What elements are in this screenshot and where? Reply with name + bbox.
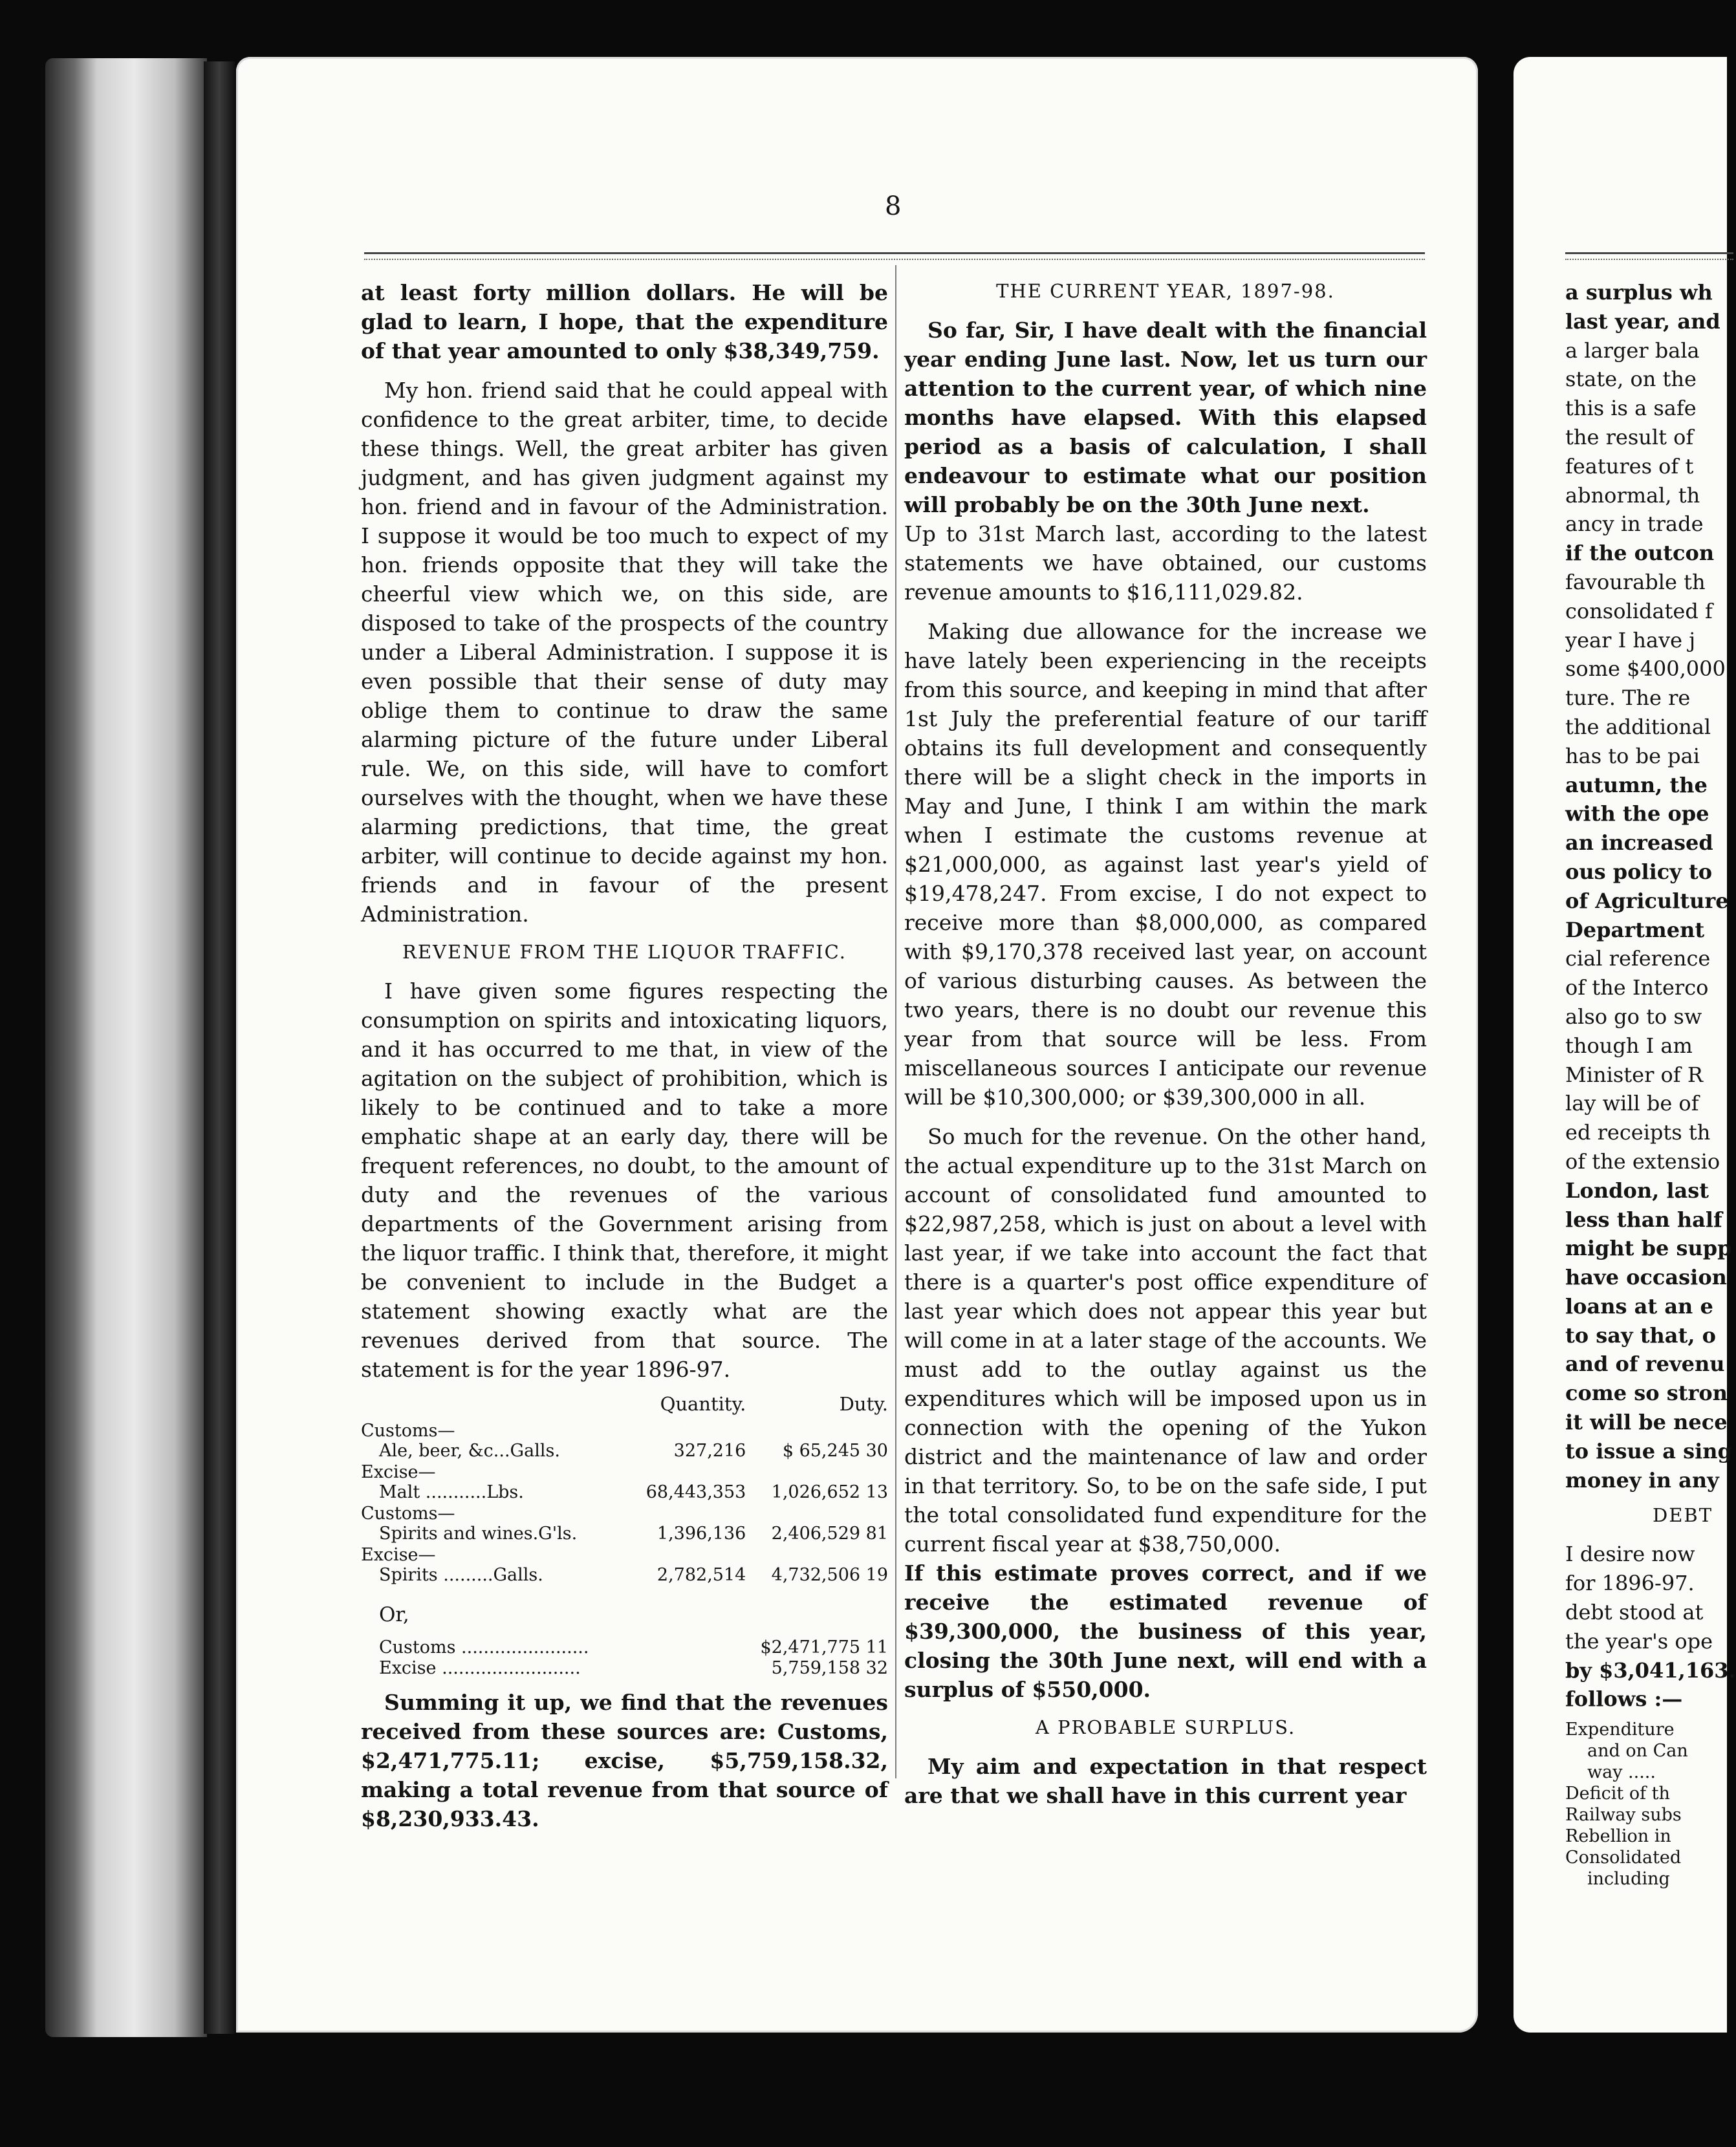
- text-line: a larger bala: [1565, 338, 1700, 363]
- text-line: Railway subs: [1565, 1805, 1682, 1826]
- section-heading-current-year: THE CURRENT YEAR, 1897-98.: [996, 280, 1335, 302]
- header-rule: [364, 252, 1425, 254]
- paragraph: So much for the revenue. On the other hand, the actual expenditure up to the 31st March on account of consolidated fund amounted to $22,987,258, which is just on about a level with last year, if we take into account the fact that there is a quarter's post office expenditure of last year which does not appear this year but will come in at a later stage of the accounts. We must add to the outlay against us the expenditures which will be imposed upon us in connection with the opening of the Yukon district and the maintenance of law and order in that territory. So, to be on the safe side, I put the total consolidated fund expenditure for the current fiscal year at $38,750,000.: [904, 1124, 1427, 1557]
- text-line: consolidated f: [1565, 598, 1713, 623]
- summary-value: 5,759,158 32: [771, 1658, 888, 1678]
- table-quantity: 68,443,353: [646, 1482, 746, 1502]
- table-row: [361, 1482, 888, 1502]
- text-line: for 1896-97.: [1565, 1571, 1695, 1596]
- text-line: features of t: [1565, 453, 1694, 479]
- summary-label: Customs .......................: [379, 1637, 589, 1657]
- text-line: Deficit of th: [1565, 1784, 1670, 1804]
- text-line: to issue a sing: [1565, 1438, 1732, 1463]
- column-divider: [895, 265, 896, 1778]
- text-line: loans at an e: [1565, 1293, 1713, 1319]
- text-line: also go to sw: [1565, 1004, 1702, 1029]
- table-category: Customs—: [361, 1504, 455, 1524]
- left-column: [361, 278, 888, 1844]
- text-line: cial reference: [1565, 946, 1711, 971]
- text-line: some $400,000: [1565, 656, 1726, 682]
- section-heading-debt: DEBT: [1653, 1504, 1713, 1527]
- table-duty: 2,406,529 81: [771, 1524, 888, 1544]
- text-line: Department: [1565, 917, 1705, 942]
- table-category: Excise—: [361, 1462, 436, 1482]
- column-header-quantity: Quantity.: [660, 1393, 746, 1415]
- text-line: might be supp: [1565, 1236, 1732, 1261]
- table-row: [361, 1565, 888, 1585]
- paragraph: My aim and expectation in that respect are that we shall have in this current year: [904, 1754, 1427, 1808]
- text-line: have occasion: [1565, 1265, 1727, 1290]
- paragraph: So far, Sir, I have dealt with the financial year ending June last. Now, let us turn our attention to the current year, of which nine months have elapsed. With this elapsed period as a basis of calculation, I shall endeavour to estimate what our position will probably be on the 30th June next.: [904, 318, 1427, 517]
- text-line: London, last: [1565, 1178, 1709, 1203]
- text-line: if the outcon: [1565, 541, 1715, 566]
- text-line: of Agriculture: [1565, 888, 1729, 913]
- text-line: and of revenu: [1565, 1352, 1725, 1377]
- table-row: [361, 1441, 888, 1461]
- text-line: ancy in trade: [1565, 512, 1704, 537]
- text-line: ture. The re: [1565, 685, 1691, 711]
- text-line: debt stood at: [1565, 1600, 1704, 1625]
- page-number: 8: [885, 191, 902, 221]
- paragraph: My hon. friend said that he could appeal with confidence to the great arbiter, time, to decide these things. Well, the great arbiter has given judgment, and has given judgment against my hon. friend and in favour of the Administration. I suppose it would be too much to expect of my hon. friends opposite that they will take the cheerful view which we, on this side, are disposed to take of the prospects of the country under a Liberal Administration. I suppose it is even possible that their sense of duty may oblige them to continue to draw the same alarming picture of the future under Liberal rule. We, on this side, will have to comfort ourselves with the thought, when we have these alarming predictions, that time, the great arbiter, will continue to decide against my hon. friends and in favour of the present Administration.: [361, 378, 888, 927]
- table-quantity: 2,782,514: [656, 1565, 746, 1585]
- text-line: way .....: [1587, 1762, 1656, 1783]
- paragraph: I have given some figures respecting the consumption on spirits and intoxicating liquors, and it has occurred to me that, in view of the agitation on the subject of prohibition, which is likely to be continued and to take a more emphatic shape at an early day, there will be frequent references, no doubt, to the amount of duty and the revenues of the various departments of the Government arising from the liquor traffic. I think that, therefore, it might be convenient to include in the Budget a statement showing exactly what are the revenues derived from that source. The statement is for the year 1896-97.: [361, 978, 888, 1382]
- text-line: a surplus wh: [1565, 280, 1713, 305]
- text-line: by $3,041,163.: [1565, 1657, 1736, 1683]
- section-heading-liquor: REVENUE FROM THE LIQUOR TRAFFIC.: [402, 941, 847, 963]
- table-item: Spirits .........Galls.: [379, 1565, 543, 1585]
- text-line: it will be nece: [1565, 1410, 1728, 1435]
- table-row: [361, 1637, 888, 1658]
- text-line: and on Can: [1587, 1741, 1688, 1762]
- text-line: money in any: [1565, 1467, 1719, 1493]
- text-line: follows :—: [1565, 1687, 1683, 1712]
- table-item: Ale, beer, &c...Galls.: [379, 1441, 560, 1461]
- header-rule-dotted: [364, 259, 1425, 260]
- text-line: the result of: [1565, 424, 1694, 449]
- table-duty: $ 65,245 30: [782, 1441, 888, 1461]
- table-quantity: 327,216: [673, 1441, 746, 1461]
- text-line: ous policy to: [1565, 859, 1713, 884]
- liquor-revenue-table: [361, 1394, 888, 1585]
- text-line: including: [1587, 1869, 1670, 1890]
- text-line: Expenditure: [1565, 1720, 1675, 1740]
- text-line: of the extensio: [1565, 1149, 1720, 1174]
- section-heading-surplus: A PROBABLE SURPLUS.: [1035, 1716, 1296, 1738]
- text-line: year I have j: [1565, 627, 1696, 653]
- column-header-duty: Duty.: [839, 1393, 888, 1415]
- or-label: Or,: [379, 1603, 409, 1626]
- text-line: Rebellion in: [1565, 1826, 1671, 1847]
- book-page-edges: [45, 58, 207, 2037]
- text-line: less than half: [1565, 1207, 1722, 1232]
- table-duty: 1,026,652 13: [771, 1482, 888, 1502]
- text-line: Minister of R: [1565, 1062, 1703, 1087]
- table-item: Malt ...........Lbs.: [379, 1482, 524, 1502]
- table-row: [361, 1658, 888, 1679]
- text-line: with the ope: [1565, 801, 1709, 826]
- summary-label: Excise .........................: [379, 1658, 581, 1678]
- table-row: [361, 1524, 888, 1544]
- book-spine: [204, 61, 235, 2034]
- text-line: come so stron: [1565, 1381, 1728, 1406]
- text-line: I desire now: [1565, 1542, 1695, 1567]
- text-line: the additional: [1565, 714, 1711, 739]
- table-item: Spirits and wines.G'ls.: [379, 1524, 578, 1544]
- debt-table-fragment: [1565, 1719, 1713, 1890]
- text-line: an increased: [1565, 830, 1713, 856]
- text-line: favourable th: [1565, 569, 1706, 594]
- text-line: though I am: [1565, 1033, 1693, 1058]
- paragraph: Summing it up, we find that the revenues received from these sources are: Customs, $2,471,775.11; excise, $5,759,158.32, making a total revenue from that source of $8,230,933.43.: [361, 1690, 888, 1831]
- table-category: Customs—: [361, 1421, 455, 1441]
- text-line: abnormal, th: [1565, 482, 1700, 508]
- table-quantity: 1,396,136: [656, 1524, 746, 1544]
- paragraph: Making due allowance for the increase we have lately been experiencing in the receipts from this source, and keeping in mind that after 1st July the preferential feature of our tariff obtains its full development and consequently there will be a slight check in the imports in May and June, I think I am within the mark when I estimate the customs revenue at $21,000,000, as against last year's yield of $19,478,247. From excise, I do not expect to receive more than $8,000,000, as compared with $9,170,378 received last year, on account of various disturbing causes. As between the two years, there is no doubt our revenue this year from that source will be less. From miscellaneous sources I anticipate our revenue will be $10,300,000; or $39,300,000 in all.: [904, 619, 1427, 1110]
- text-line: of the Interco: [1565, 975, 1709, 1000]
- facing-page-column: [1565, 278, 1736, 1890]
- text-line: the year's ope: [1565, 1628, 1713, 1654]
- middle-column: [904, 278, 1427, 1820]
- text-line: has to be pai: [1565, 743, 1700, 768]
- facing-header-rule: [1565, 252, 1733, 254]
- facing-header-rule-dotted: [1565, 259, 1733, 260]
- text-line: to say that, o: [1565, 1322, 1716, 1348]
- text-line: this is a safe: [1565, 396, 1697, 421]
- paragraph: at least forty million dollars. He will be glad to learn, I hope, that the expenditure of that year amounted to only $38,349,759.: [361, 280, 888, 363]
- table-category: Excise—: [361, 1545, 436, 1565]
- text-line: autumn, the: [1565, 772, 1708, 797]
- text-line: lay will be of: [1565, 1091, 1699, 1116]
- text-line: ed receipts th: [1565, 1120, 1711, 1145]
- liquor-summary-table: [361, 1637, 888, 1679]
- text-line: Consolidated: [1565, 1848, 1682, 1868]
- text-line: last year, and: [1565, 308, 1720, 334]
- paragraph: If this estimate proves correct, and if we receive the estimated revenue of $39,300,000, the business of this year, closing the 30th June next, will end with a surplus of $550,000.: [904, 1560, 1427, 1702]
- table-duty: 4,732,506 19: [771, 1565, 888, 1585]
- summary-value: $2,471,775 11: [760, 1637, 888, 1657]
- text-line: state, on the: [1565, 367, 1697, 392]
- paragraph: Up to 31st March last, according to the latest statements we have obtained, our customs revenue amounts to $16,111,029.82.: [904, 521, 1427, 605]
